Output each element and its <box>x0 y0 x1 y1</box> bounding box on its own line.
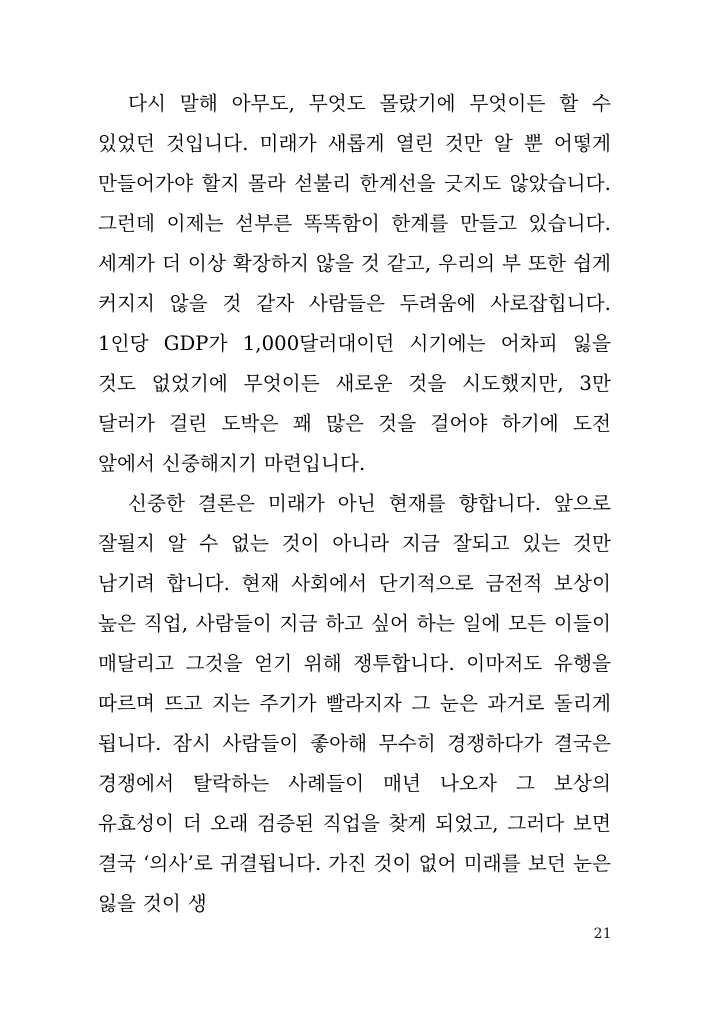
page-text-body <box>98 84 611 924</box>
body-paragraph-2: 신중한 결론은 미래가 아닌 현재를 향합니다. 앞으로 잘될지 알 수 없는 것이 아니라 지금 잘되고 있는 것만 남기려 합니다. 현재 사회에서 단기적으로 금전적 보상이 높은 직업, 사람들이 지금 하고 싶어 하는 일에 모든 이들이 매달리고 그것을 얻기 위해 쟁투합니다. 이마저도 유행을 따르며 뜨고 지는 주기가 빨라지자 그 눈은 과거로 돌리게 됩니다. 잠시 사람들이 좋아해 무수히 경쟁하다가 결국은 경쟁에서 탈락하는 사례들이 매년 나오자 그 보상의 유효성이 더 오래 검증된 직업을 찾게 되었고, 그러다 보면 결국 ‘의사’로 귀결됩니다. 가진 것이 없어 미래를 보던 눈은 잃을 것이 생 <box>98 492 611 915</box>
page-number: 21 <box>593 926 612 942</box>
body-paragraph-1: 다시 말해 아무도, 무엇도 몰랐기에 무엇이든 할 수 있었던 것입니다. 미래가 새롭게 열린 것만 알 뿐 어떻게 만들어가야 할지 몰라 섣불리 한계선을 긋지도 않았습니다. 그런데 이제는 섣부른 똑똑함이 한계를 만들고 있습니다. 세계가 더 이상 확장하지 않을 것 같고, 우리의 부 또한 쉽게 커지지 않을 것 같자 사람들은 두려움에 사로잡힙니다. 1인당 GDP가 1,000달러대이던 시기에는 어차피 잃을 것도 없었기에 무엇이든 새로운 것을 시도했지만, 3만 달러가 걸린 도박은 꽤 많은 것을 걸어야 하기에 도전 앞에서 신중해지기 마련입니다. <box>98 92 611 475</box>
